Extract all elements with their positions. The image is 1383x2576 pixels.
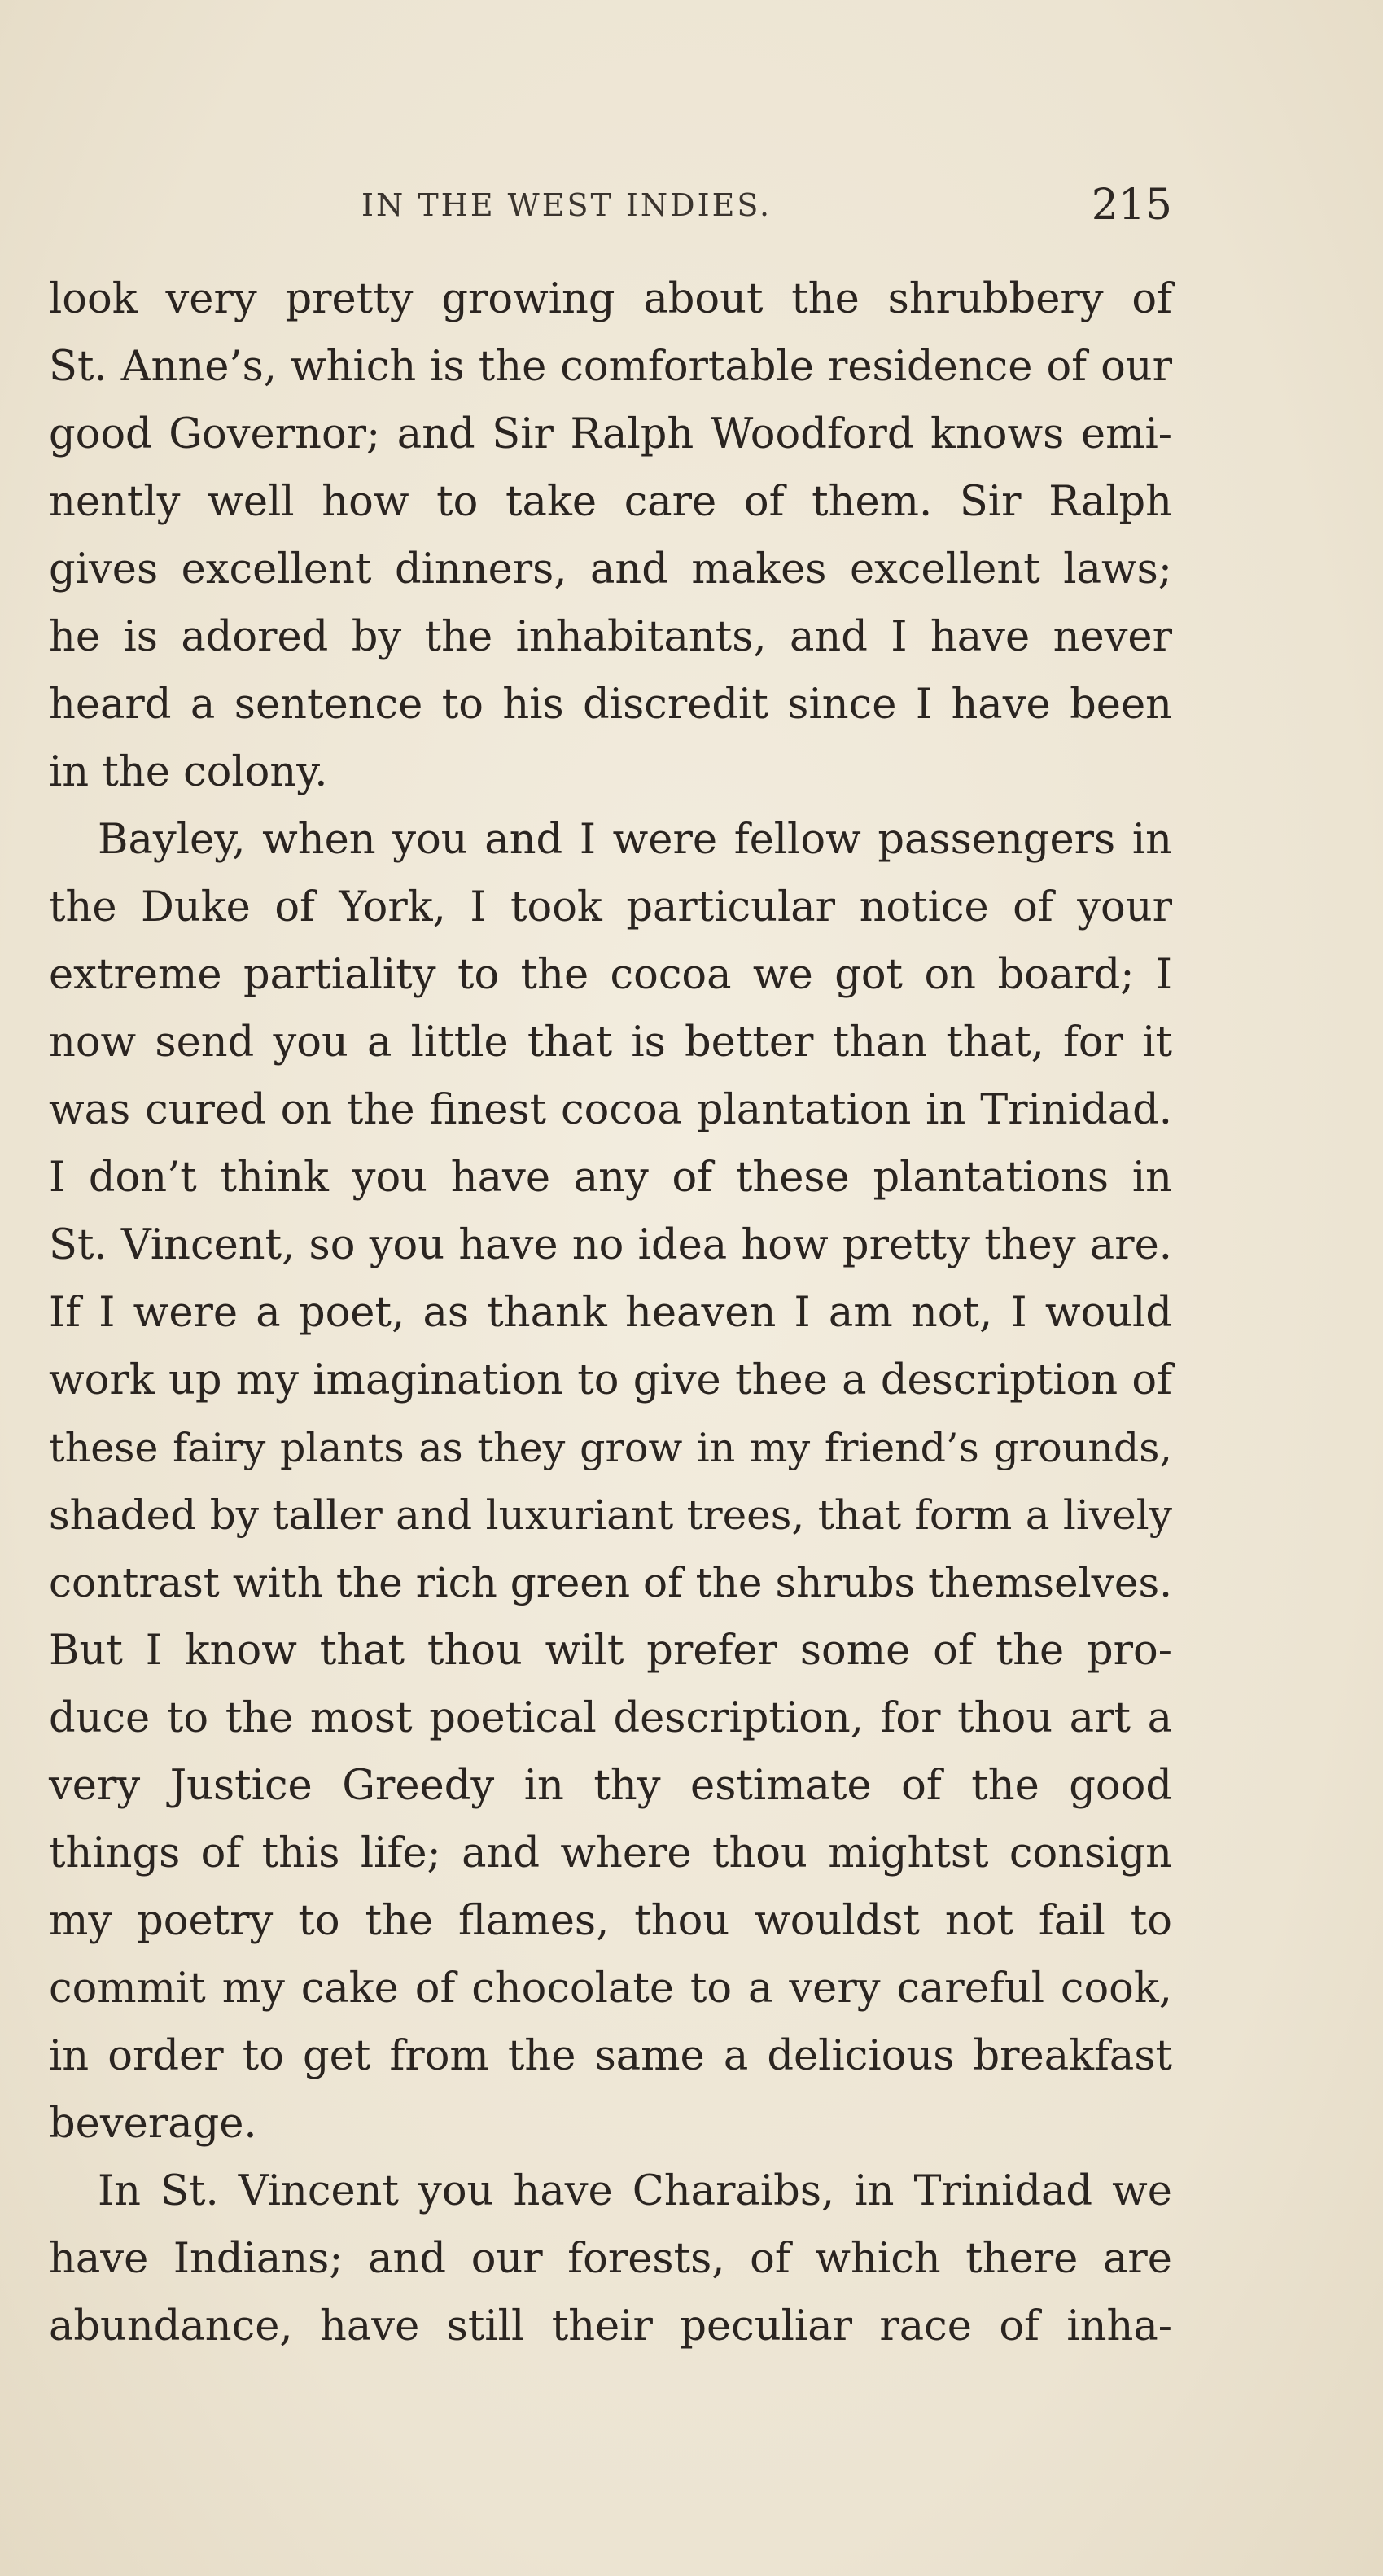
text-line: commit my cake of chocolate to a very careful cook, xyxy=(49,1965,1172,2013)
text-line: heard a sentence to his discredit since I have been xyxy=(49,681,1172,729)
text-line: very Justice Greedy in thy estimate of the good xyxy=(49,1762,1172,1810)
text-line: he is adored by the inhabitants, and I have never xyxy=(49,613,1172,661)
text-line: If I were a poet, as thank heaven I am not, I would xyxy=(49,1289,1172,1337)
text-line: St. Anne’s, which is the comfortable residence of our xyxy=(49,343,1172,391)
page-header xyxy=(49,181,1172,238)
text-line: things of this life; and where thou mightst consign xyxy=(49,1829,1172,1877)
text-line: the Duke of York, I took particular notice of your xyxy=(49,883,1172,931)
text-line: contrast with the rich green of the shrubs themselves. xyxy=(49,1559,1172,1606)
text-line: Bayley, when you and I were fellow passengers in xyxy=(98,816,1172,864)
text-line: In St. Vincent you have Charaibs, in Trinidad we xyxy=(98,2167,1172,2215)
text-line: was cured on the finest cocoa plantation in Trinidad. xyxy=(49,1086,1172,1134)
text-line: work up my imagination to give thee a description of xyxy=(49,1356,1172,1404)
text-line: in order to get from the same a delicious breakfast xyxy=(49,2032,1172,2080)
text-line: But I know that thou wilt prefer some of the pro- xyxy=(49,1627,1172,1675)
text-line: duce to the most poetical description, for thou art a xyxy=(49,1694,1172,1742)
text-line: have Indians; and our forests, of which there are xyxy=(49,2235,1172,2283)
text-line: St. Vincent, so you have no idea how pretty they are. xyxy=(49,1221,1172,1269)
text-line: extreme partiality to the cocoa we got on board; I xyxy=(49,951,1172,999)
running-head: IN THE WEST INDIES. xyxy=(361,187,772,223)
text-line: abundance, have still their peculiar race of inha- xyxy=(49,2302,1172,2350)
text-line: in the colony. xyxy=(49,748,328,796)
text-line: shaded by taller and luxuriant trees, that form a lively xyxy=(49,1492,1172,1539)
text-line: nently well how to take care of them. Sir Ralph xyxy=(49,478,1172,526)
text-line: these fairy plants as they grow in my friend’s grounds, xyxy=(49,1425,1172,1471)
text-line: gives excellent dinners, and makes excellent laws; xyxy=(49,545,1172,594)
text-line: beverage. xyxy=(49,2100,257,2148)
body-text xyxy=(49,265,1172,2360)
text-line: look very pretty growing about the shrubbery of xyxy=(49,275,1172,323)
text-line: my poetry to the flames, thou wouldst not fail to xyxy=(49,1897,1172,1945)
text-line: good Governor; and Sir Ralph Woodford knows emi- xyxy=(49,410,1172,458)
text-line: I don’t think you have any of these plantations in xyxy=(49,1154,1172,1202)
text-line: now send you a little that is better than that, for it xyxy=(49,1019,1172,1067)
page-number: 215 xyxy=(1091,181,1172,230)
